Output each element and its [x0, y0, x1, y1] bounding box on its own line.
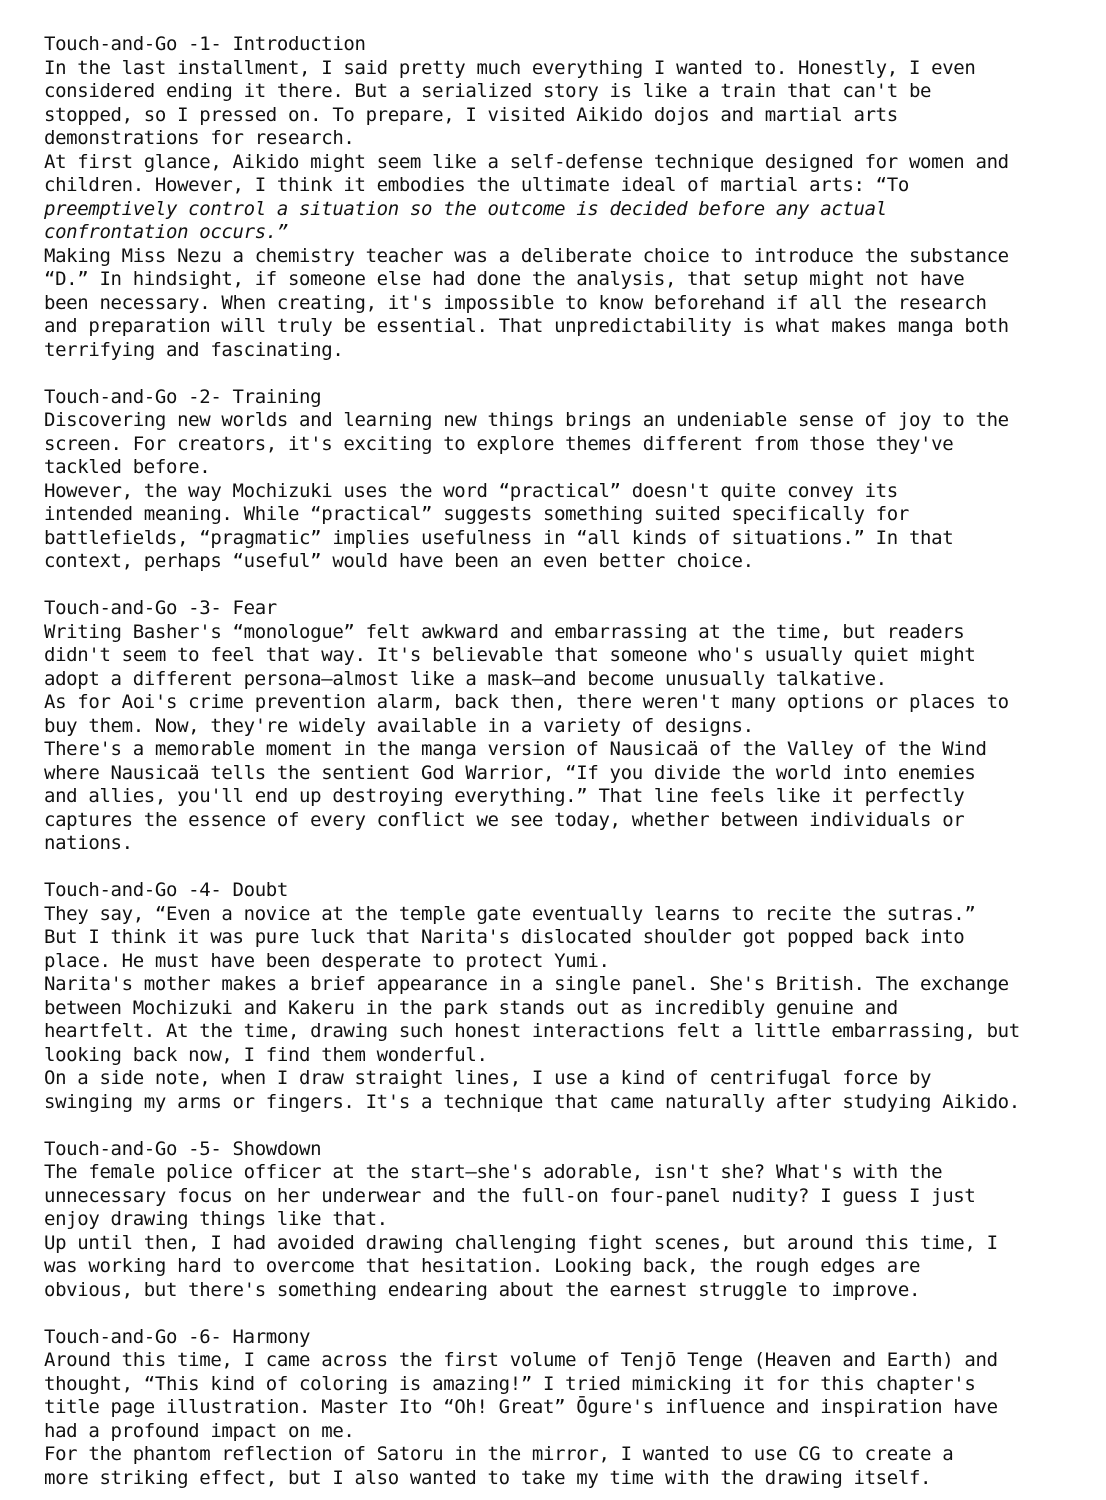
text-line: They say, “Even a novice at the temple gate eventually learns to recite the sutras.” — [44, 902, 976, 925]
text-line: heartfelt. At the time, drawing such honest interactions felt a little embarrassing, but — [44, 1020, 1020, 1042]
text-line: At first glance, Aikido might seem like a self-defense technique designed for women and — [44, 150, 1009, 173]
section-showdown — [44, 1138, 1076, 1303]
text-line: obvious, but there's something endearing about the earnest struggle to improve. — [44, 1278, 921, 1301]
text-line: confrontation occurs.” — [44, 221, 288, 243]
section-fear — [44, 597, 1076, 856]
section-introduction — [44, 33, 1076, 362]
text-line: preemptively control a situation so the outcome is decided before any actual — [44, 197, 887, 220]
text-line: didn't seem to feel that way. It's believable that someone who's usually quiet might — [44, 644, 976, 666]
text-line: place. He must have been desperate to protect Yumi. — [44, 949, 610, 972]
text-line: buy them. Now, they're widely available in a variety of designs. — [44, 714, 754, 737]
text-line: screen. For creators, it's exciting to explore themes different from those they've — [44, 432, 954, 455]
text-line: had a profound impact on me. — [44, 1419, 355, 1442]
section-title: Touch-and-Go -1- Introduction — [44, 33, 366, 55]
text-line: Writing Basher's “monologue” felt awkward and embarrassing at the time, but readers — [44, 620, 965, 643]
text-line: intended meaning. While “practical” suggests something suited specifically for — [44, 503, 909, 525]
text-line: As for Aoi's crime prevention alarm, back then, there weren't many options or places to — [44, 691, 1009, 713]
text-line: terrifying and fascinating. — [44, 338, 344, 361]
section-title: Touch-and-Go -3- Fear — [44, 597, 277, 619]
text-line: Narita's mother makes a brief appearance in a single panel. She's British. The exchange — [44, 973, 1009, 995]
text-line: been necessary. When creating, it's impossible to know beforehand if all the research — [44, 291, 987, 314]
text-line: On a side note, when I draw straight lines, I use a kind of centrifugal force by — [44, 1067, 932, 1089]
text-line: battlefields, “pragmatic” implies usefulness in “all kinds of situations.” In that — [44, 526, 954, 549]
text-line: between Mochizuki and Kakeru in the park stands out as incredibly genuine and — [44, 996, 898, 1019]
text-line: Discovering new worlds and learning new things brings an undeniable sense of joy to the — [44, 409, 1009, 431]
section-title: Touch-and-Go -5- Showdown — [44, 1137, 322, 1160]
text-line: swinging my arms or fingers. It's a technique that came naturally after studying Aikido. — [44, 1090, 1020, 1113]
text-line: was working hard to overcome that hesitation. Looking back, the rough edges are — [44, 1255, 921, 1277]
text-line: adopt a different persona—almost like a mask—and become unusually talkative. — [44, 667, 887, 690]
text-line: But I think it was pure luck that Narita's dislocated shoulder got popped back into — [44, 926, 965, 948]
section-doubt — [44, 879, 1076, 1114]
text-line: title page illustration. Master Ito “Oh! Great” Ōgure's influence and inspiration have — [44, 1396, 998, 1418]
section-title: Touch-and-Go -6- Harmony — [44, 1325, 311, 1348]
text-line: looking back now, I find them wonderful. — [44, 1043, 488, 1066]
text-line: context, perhaps “useful” would have been an even better choice. — [44, 550, 754, 572]
text-line: enjoy drawing things like that. — [44, 1208, 388, 1230]
section-title: Touch-and-Go -2- Training — [44, 385, 322, 408]
text-line: more striking effect, but I also wanted to take my time with the drawing itself. — [44, 1466, 932, 1489]
text-line: The female police officer at the start—she's adorable, isn't she? What's with the — [44, 1161, 943, 1183]
text-line: where Nausicaä tells the sentient God Warrior, “If you divide the world into enemies — [44, 761, 976, 784]
text-line: For the phantom reflection of Satoru in the mirror, I wanted to use CG to create a — [44, 1443, 954, 1465]
text-line: captures the essence of every conflict we see today, whether between individuals or — [44, 808, 965, 831]
text-line: Making Miss Nezu a chemistry teacher was a deliberate choice to introduce the substance — [44, 244, 1009, 267]
text-line: thought, “This kind of coloring is amazing!” I tried mimicking it for this chapter's — [44, 1372, 976, 1395]
text-line: There's a memorable moment in the manga version of Nausicaä of the Valley of the Wind — [44, 738, 987, 760]
text-line: tackled before. — [44, 456, 211, 478]
text-line: Up until then, I had avoided drawing challenging fight scenes, but around this time, I — [44, 1231, 998, 1254]
text-line: children. However, I think it embodies the ultimate ideal of martial arts: “To — [44, 174, 909, 196]
text-line: Around this time, I came across the first volume of Tenjō Tenge (Heaven and Earth) and — [44, 1349, 998, 1371]
text-line: stopped, so I pressed on. To prepare, I visited Aikido dojos and martial arts — [44, 103, 898, 126]
section-harmony — [44, 1326, 1076, 1491]
text-line: “D.” In hindsight, if someone else had done the analysis, that setup might not have — [44, 268, 965, 290]
text-line: demonstrations for research. — [44, 127, 355, 149]
text-line: unnecessary focus on her underwear and the full-on four-panel nudity? I guess I just — [44, 1184, 976, 1207]
text-line: considered ending it there. But a serialized story is like a train that can't be — [44, 80, 932, 102]
text-line: However, the way Mochizuki uses the word “practical” doesn't quite convey its — [44, 479, 898, 502]
text-line: nations. — [44, 832, 133, 854]
text-line: and preparation will truly be essential. That unpredictability is what makes manga both — [44, 315, 1009, 337]
text-line: and allies, you'll end up destroying everything.” That line feels like it perfectly — [44, 785, 965, 807]
section-title: Touch-and-Go -4- Doubt — [44, 879, 288, 901]
text-line: In the last installment, I said pretty much everything I wanted to. Honestly, I even — [44, 56, 976, 79]
section-training — [44, 386, 1076, 574]
